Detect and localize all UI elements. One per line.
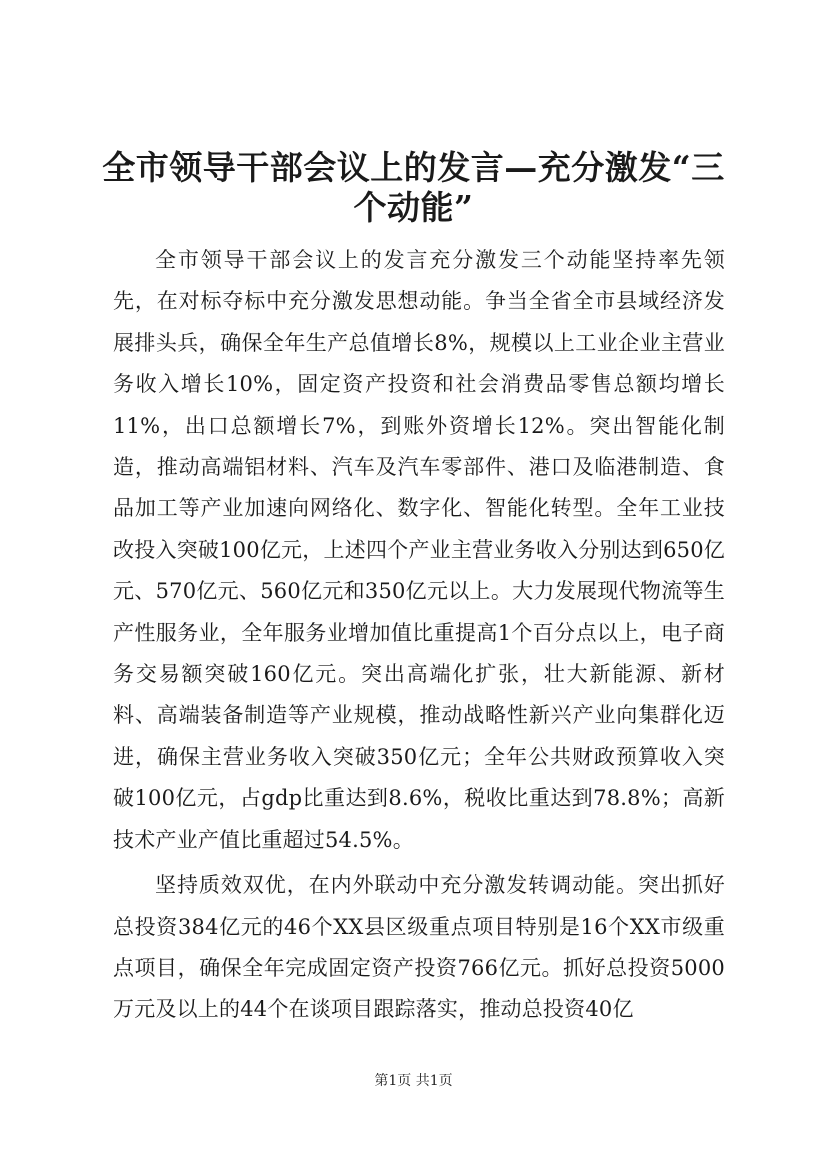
paragraph-1: 全市领导干部会议上的发言充分激发三个动能坚持率先领先，在对标夺标中充分激发思想动能。争当全省全市县域经济发展排头兵，确保全年生产总值增长8%，规模以上工业企业主营业务收入增长10%，固定资产投资和社会消费品零售总额均增长11%，出口总额增长7%，到账外资增长12%。突出智能化制造，推动高端铝材料、汽车及汽车零部件、港口及临港制造、食品加工等产业加速向网络化、数字化、智能化转型。全年工业技改投入突破100亿元，上述四个产业主营业务收入分别达到650亿元、570亿元、560亿元和350亿元以上。大力发展现代物流等生产性服务业，全年服务业增加值比重提高1个百分点以上，电子商务交易额突破160亿元。突出高端化扩张，壮大新能源、新材料、高端装备制造等产业规模，推动战略性新兴产业向集群化迈进，确保主营业务收入突破350亿元；全年公共财政预算收入突破100亿元，占gdp比重达到8.6%，税收比重达到78.8%；高新技术产业产值比重超过54.5%。	[113, 248, 725, 852]
document-body	[113, 240, 725, 1035]
document-title: 全市领导干部会议上的发言—充分激发“三个动能”	[102, 148, 725, 227]
page-footer: 第1页 共1页	[374, 1073, 453, 1089]
paragraph-2: 坚持质效双优，在内外联动中充分激发转调动能。突出抓好总投资384亿元的46个XX县区级重点项目特别是16个XX市级重点项目，确保全年完成固定资产投资766亿元。抓好总投资5000万元及以上的44个在谈项目跟踪落实，推动总投资40亿	[113, 873, 725, 1022]
